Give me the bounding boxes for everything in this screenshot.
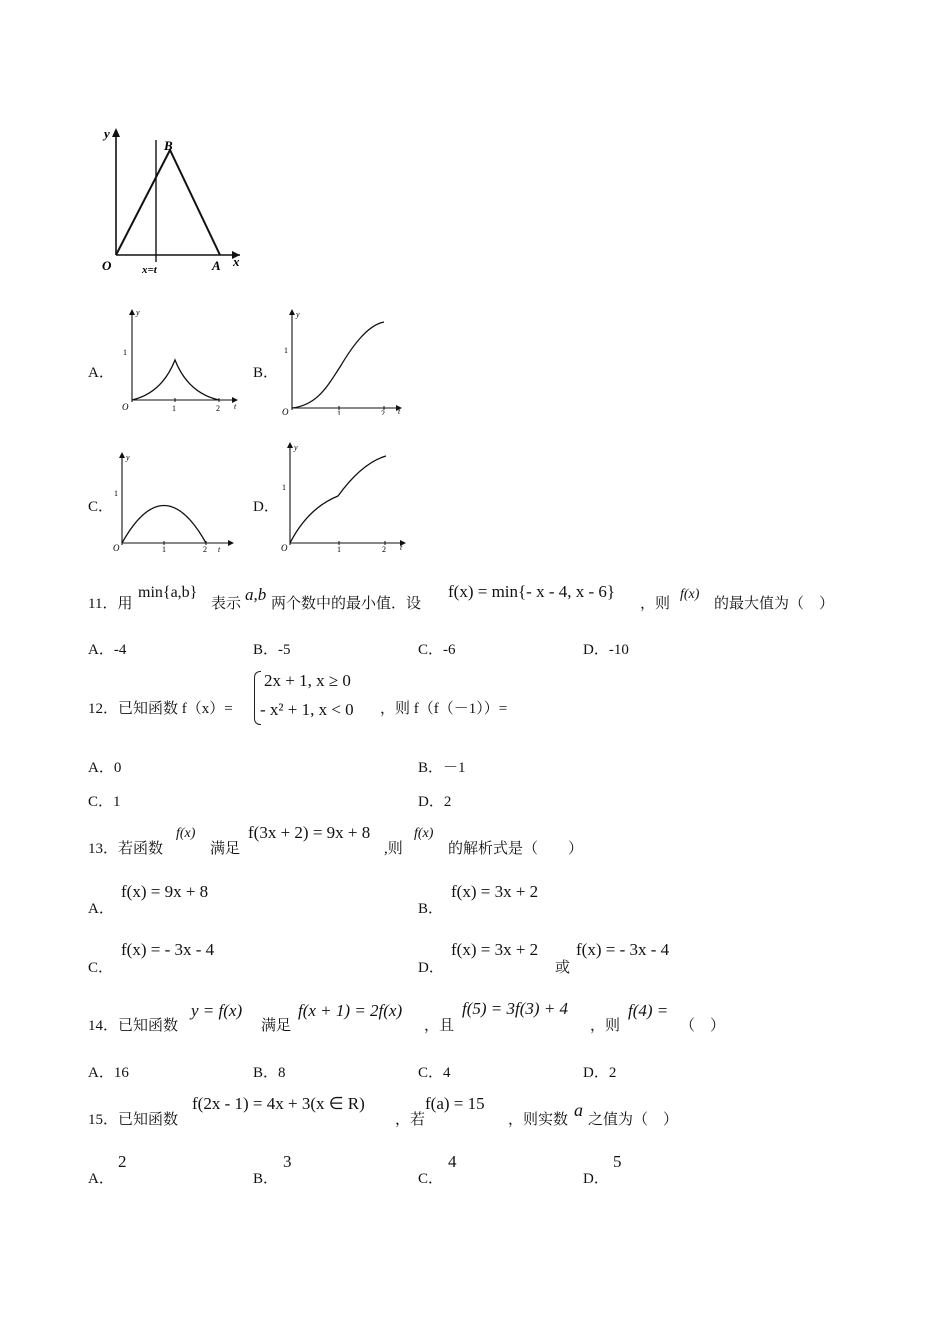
q14-text-4: （ ） [680, 1018, 726, 1034]
triangle-figure [90, 120, 260, 285]
fig-b-label: B [164, 138, 173, 153]
q12-tail: ，则 f（f（－1））= [380, 701, 508, 717]
axis-tick-2: 2 [382, 545, 386, 553]
q11-choice-b: B．-5 [253, 642, 291, 658]
q15-num: 15．已知函数 [88, 1112, 179, 1128]
option-d-letter: D． [253, 499, 279, 515]
q14-choice-c: C．4 [418, 1065, 451, 1081]
q14-choice-a: A．16 [88, 1065, 129, 1081]
axis-origin: O [113, 543, 120, 553]
q13-text-3: 的解析式是（ ） [448, 841, 584, 857]
q13-choice-d-letter: D． [418, 960, 444, 976]
q14-choice-d: D．2 [583, 1065, 617, 1081]
axis-y: y [296, 310, 300, 319]
q15-text-3: 之值为（ ） [588, 1112, 679, 1128]
q11-choice-a: A．-4 [88, 642, 127, 658]
axis-one: 1 [282, 483, 286, 492]
axis-tick-2: 2 [216, 404, 220, 413]
q13-choice-d-or: 或 [555, 960, 571, 976]
option-c-graph [110, 448, 240, 558]
fig-origin-label: O [102, 258, 112, 273]
q12-choice-b: B．－1 [418, 760, 466, 776]
q15-choice-b-letter: B． [253, 1171, 279, 1187]
axis-y: y [294, 443, 298, 452]
option-a-graph [114, 305, 244, 415]
q13-cond: f(3x + 2) = 9x + 8 [248, 823, 371, 842]
axis-tick-2: 2 [203, 545, 207, 554]
option-b-letter: B． [253, 365, 279, 381]
q11-text-4: 的最大值为（ ） [714, 596, 835, 612]
q13-text-2: ,则 [384, 841, 403, 857]
q13-fx-2: f(x) [414, 826, 434, 841]
q11-fx: f(x) [680, 587, 700, 602]
fig-y-label: y [104, 126, 110, 141]
option-c-letter: C． [88, 499, 114, 515]
axis-tick-2: 2 [381, 409, 385, 415]
q14-text-3: ，则 [590, 1018, 621, 1034]
q11-text-3: ，则 [640, 596, 671, 612]
axis-t: t [218, 545, 221, 554]
q11-text-1: 表示 [211, 596, 242, 612]
q14-num: 14．已知函数 [88, 1018, 179, 1034]
option-a-letter: A． [88, 365, 114, 381]
axis-one: 1 [114, 489, 118, 498]
option-b-graph [278, 305, 408, 415]
axis-t: t [398, 407, 401, 415]
axis-y: y [126, 453, 130, 462]
q15-choice-d-letter: D． [583, 1171, 609, 1187]
q12-choice-a: A．0 [88, 760, 122, 776]
option-d-graph [280, 438, 410, 553]
q14-fn: y = f(x) [191, 1001, 243, 1020]
axis-one: 1 [123, 348, 127, 357]
q14-text-1: 满足 [261, 1018, 292, 1034]
q13-fx: f(x) [176, 826, 196, 841]
q15-def: f(2x - 1) = 4x + 3(x ∈ R) [192, 1094, 365, 1113]
q15-a: a [574, 1100, 583, 1120]
q11-choice-d: D．-10 [583, 642, 629, 658]
q15-cond: f(a) = 15 [425, 1094, 485, 1113]
q12-choice-d: D．2 [418, 794, 452, 810]
q14-ask: f(4) = [628, 1001, 669, 1020]
q11-choice-c: C．-6 [418, 642, 456, 658]
q12-case-2: - x² + 1, x < 0 [260, 700, 354, 719]
axis-t: t [234, 402, 237, 411]
q12-stem: 12．已知函数 f（x）= [88, 701, 233, 717]
q13-choice-d-expr-2: f(x) = - 3x - 4 [576, 940, 670, 959]
q12-choice-c: C．1 [88, 794, 121, 810]
q15-text-1: ，若 [395, 1112, 426, 1128]
fig-x-label: x [233, 254, 240, 269]
q15-choice-b-val: 3 [283, 1152, 292, 1171]
q14-choice-b: B．8 [253, 1065, 286, 1081]
q14-text-2: ，且 [424, 1018, 455, 1034]
axis-y: y [136, 308, 140, 317]
q11-ab: a,b [245, 585, 267, 604]
q15-choice-d-val: 5 [613, 1152, 622, 1171]
axis-one: 1 [284, 346, 288, 355]
axis-tick-1: 1 [162, 545, 166, 554]
axis-tick-1: 1 [337, 545, 341, 553]
q15-text-2: ，则实数 [508, 1112, 569, 1128]
q11-num: 11．用 [88, 596, 133, 612]
q13-choice-c-expr: f(x) = - 3x - 4 [121, 940, 215, 959]
q15-choice-a-letter: A． [88, 1171, 114, 1187]
q14-cond-1: f(x + 1) = 2f(x) [298, 1001, 403, 1020]
axis-origin: O [281, 543, 288, 553]
q13-choice-b-expr: f(x) = 3x + 2 [451, 882, 539, 901]
fig-xt-label: x=t [142, 264, 157, 276]
q11-min-ab: min{a,b} [138, 584, 198, 601]
axis-tick-1: 1 [172, 404, 176, 413]
q11-text-2: 两个数中的最小值．设 [271, 596, 422, 612]
q15-choice-a-val: 2 [118, 1152, 127, 1171]
fig-a-label: A [212, 258, 221, 273]
axis-tick-1: 1 [337, 409, 341, 415]
q13-choice-a-letter: A． [88, 901, 114, 917]
q13-choice-b-letter: B． [418, 901, 444, 917]
axis-origin: O [122, 402, 129, 412]
q13-choice-a-expr: f(x) = 9x + 8 [121, 882, 209, 901]
q13-choice-d-expr: f(x) = 3x + 2 [451, 940, 539, 959]
q15-choice-c-val: 4 [448, 1152, 457, 1171]
q13-choice-c-letter: C． [88, 960, 114, 976]
q15-choice-c-letter: C． [418, 1171, 444, 1187]
axis-t: t [400, 543, 403, 552]
q11-f-def: f(x) = min{- x - 4, x - 6} [448, 582, 616, 601]
q12-case-1: 2x + 1, x ≥ 0 [264, 671, 351, 690]
q14-cond-2: f(5) = 3f(3) + 4 [462, 999, 569, 1018]
q13-text-1: 满足 [210, 841, 241, 857]
q13-num: 13．若函数 [88, 841, 164, 857]
axis-origin: O [282, 407, 289, 415]
